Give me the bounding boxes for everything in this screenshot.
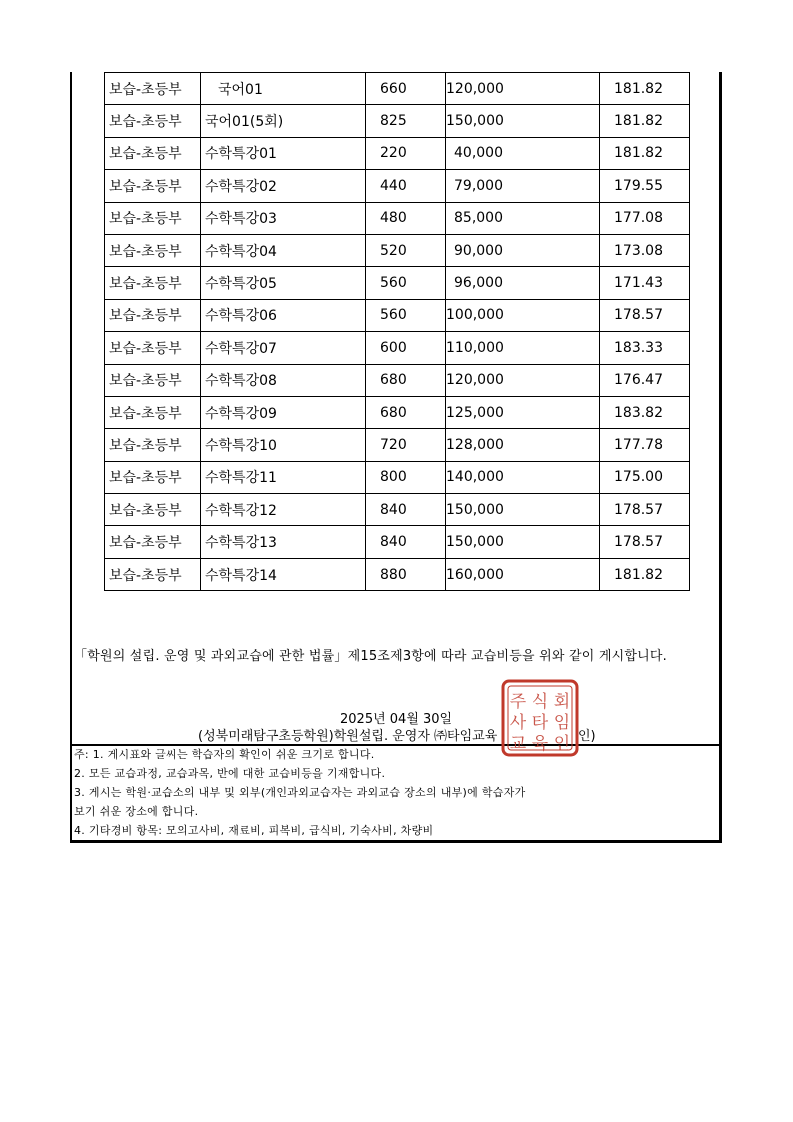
subject-cell: 수학특강04 — [201, 234, 366, 266]
unit-cost-cell: 177.78 — [600, 429, 690, 461]
unit-cost-cell: 178.57 — [600, 526, 690, 558]
division-cell: 보습-초등부 — [105, 461, 201, 493]
unit-cost-cell: 178.57 — [600, 494, 690, 526]
subject-cell: 수학특강10 — [201, 429, 366, 461]
division-cell: 보습-초등부 — [105, 170, 201, 202]
minutes-cell: 560 — [366, 299, 446, 331]
table-row — [105, 526, 690, 558]
fee-cell: 85,000 — [446, 202, 600, 234]
subject-cell: 수학특강13 — [201, 526, 366, 558]
unit-cost-cell: 181.82 — [600, 558, 690, 590]
seal-glyph: 주 — [509, 692, 527, 712]
fee-cell: 110,000 — [446, 332, 600, 364]
note-line: 2. 모든 교습과정, 교습과목, 반에 대한 교습비등을 기재합니다. — [74, 767, 386, 780]
minutes-cell: 520 — [366, 234, 446, 266]
table-row — [105, 170, 690, 202]
fee-cell: 40,000 — [446, 137, 600, 169]
table-row — [105, 364, 690, 396]
table-row — [105, 202, 690, 234]
seal-glyph: 회 — [553, 692, 571, 712]
subject-cell: 수학특강11 — [201, 461, 366, 493]
table-row — [105, 299, 690, 331]
unit-cost-cell: 176.47 — [600, 364, 690, 396]
minutes-cell: 880 — [366, 558, 446, 590]
notes-section — [74, 745, 526, 840]
minutes-cell: 560 — [366, 267, 446, 299]
fee-cell: 140,000 — [446, 461, 600, 493]
division-cell: 보습-초등부 — [105, 137, 201, 169]
fee-cell: 120,000 — [446, 73, 600, 105]
signature-mark: 인) — [578, 729, 596, 744]
fee-cell: 160,000 — [446, 558, 600, 590]
subject-cell: 수학특강07 — [201, 332, 366, 364]
minutes-cell: 680 — [366, 364, 446, 396]
fee-cell: 120,000 — [446, 364, 600, 396]
unit-cost-cell: 181.82 — [600, 105, 690, 137]
fee-cell: 150,000 — [446, 494, 600, 526]
minutes-cell: 440 — [366, 170, 446, 202]
minutes-cell: 220 — [366, 137, 446, 169]
minutes-cell: 800 — [366, 461, 446, 493]
table-row — [105, 396, 690, 428]
operator-signature-line — [198, 725, 596, 744]
tuition-fee-table — [104, 72, 690, 591]
operator-name: (성북미래탐구초등학원)학원설립. 운영자 ㈜타임교육 — [198, 729, 498, 744]
division-cell: 보습-초등부 — [105, 332, 201, 364]
subject-cell: 수학특강05 — [201, 267, 366, 299]
note-line: 보기 쉬운 장소에 합니다. — [74, 805, 199, 818]
table-row — [105, 558, 690, 590]
table-row — [105, 332, 690, 364]
fee-cell: 79,000 — [446, 170, 600, 202]
seal-glyph: 사 — [509, 713, 527, 733]
unit-cost-cell: 173.08 — [600, 234, 690, 266]
fee-cell: 96,000 — [446, 267, 600, 299]
seal-glyph: 식 — [531, 692, 549, 712]
subject-cell: 국어01 — [201, 73, 366, 105]
seal-glyph: 타 — [531, 713, 549, 733]
subject-cell: 수학특강03 — [201, 202, 366, 234]
fee-cell: 150,000 — [446, 105, 600, 137]
frame-bottom-border — [70, 840, 722, 843]
fee-cell: 100,000 — [446, 299, 600, 331]
division-cell: 보습-초등부 — [105, 105, 201, 137]
division-cell: 보습-초등부 — [105, 396, 201, 428]
seal-glyph: 교 — [509, 734, 527, 754]
table-row — [105, 105, 690, 137]
division-cell: 보습-초등부 — [105, 494, 201, 526]
fee-cell: 125,000 — [446, 396, 600, 428]
minutes-cell: 720 — [366, 429, 446, 461]
notice-date: 2025년 04월 30일 — [340, 712, 453, 727]
table-row — [105, 234, 690, 266]
company-seal-stamp — [501, 679, 579, 757]
division-cell: 보습-초등부 — [105, 299, 201, 331]
table-row — [105, 461, 690, 493]
frame-left-border — [70, 72, 72, 843]
minutes-cell: 480 — [366, 202, 446, 234]
fee-cell: 150,000 — [446, 526, 600, 558]
tuition-fee-table-body — [105, 73, 690, 591]
subject-cell: 수학특강09 — [201, 396, 366, 428]
minutes-cell: 660 — [366, 73, 446, 105]
subject-cell: 수학특강06 — [201, 299, 366, 331]
note-line: 4. 기타경비 항목: 모의고사비, 재료비, 피복비, 급식비, 기숙사비, 차량비 — [74, 824, 434, 837]
division-cell: 보습-초등부 — [105, 526, 201, 558]
division-cell: 보습-초등부 — [105, 267, 201, 299]
minutes-cell: 825 — [366, 105, 446, 137]
table-row — [105, 494, 690, 526]
legal-notice: 「학원의 설립. 운영 및 과외교습에 관한 법률」제15조제3항에 따라 교습비등을 위와 같이 게시합니다. — [74, 649, 667, 664]
minutes-cell: 840 — [366, 526, 446, 558]
unit-cost-cell: 181.82 — [600, 73, 690, 105]
minutes-cell: 680 — [366, 396, 446, 428]
seal-glyph: 인 — [553, 734, 571, 754]
division-cell: 보습-초등부 — [105, 202, 201, 234]
unit-cost-cell: 178.57 — [600, 299, 690, 331]
subject-cell: 국어01(5회) — [201, 105, 366, 137]
unit-cost-cell: 179.55 — [600, 170, 690, 202]
table-row — [105, 267, 690, 299]
division-cell: 보습-초등부 — [105, 558, 201, 590]
unit-cost-cell: 171.43 — [600, 267, 690, 299]
subject-cell: 수학특강14 — [201, 558, 366, 590]
unit-cost-cell: 183.82 — [600, 396, 690, 428]
subject-cell: 수학특강01 — [201, 137, 366, 169]
table-row — [105, 429, 690, 461]
unit-cost-cell: 181.82 — [600, 137, 690, 169]
frame-right-border — [719, 72, 722, 843]
subject-cell: 수학특강08 — [201, 364, 366, 396]
note-line: 3. 게시는 학원·교습소의 내부 및 외부(개인과외교습자는 과외교습 장소의 내부)에 학습자가 — [74, 786, 526, 799]
division-cell: 보습-초등부 — [105, 364, 201, 396]
subject-cell: 수학특강12 — [201, 494, 366, 526]
fee-cell: 90,000 — [446, 234, 600, 266]
division-cell: 보습-초등부 — [105, 429, 201, 461]
subject-cell: 수학특강02 — [201, 170, 366, 202]
note-line: 주: 1. 게시표와 글씨는 학습자의 확인이 쉬운 크기로 합니다. — [74, 748, 375, 761]
seal-glyph: 임 — [553, 713, 571, 733]
unit-cost-cell: 177.08 — [600, 202, 690, 234]
division-cell: 보습-초등부 — [105, 234, 201, 266]
unit-cost-cell: 183.33 — [600, 332, 690, 364]
division-cell: 보습-초등부 — [105, 73, 201, 105]
table-row — [105, 73, 690, 105]
minutes-cell: 600 — [366, 332, 446, 364]
table-row — [105, 137, 690, 169]
fee-cell: 128,000 — [446, 429, 600, 461]
minutes-cell: 840 — [366, 494, 446, 526]
seal-glyph: 육 — [531, 734, 549, 754]
unit-cost-cell: 175.00 — [600, 461, 690, 493]
